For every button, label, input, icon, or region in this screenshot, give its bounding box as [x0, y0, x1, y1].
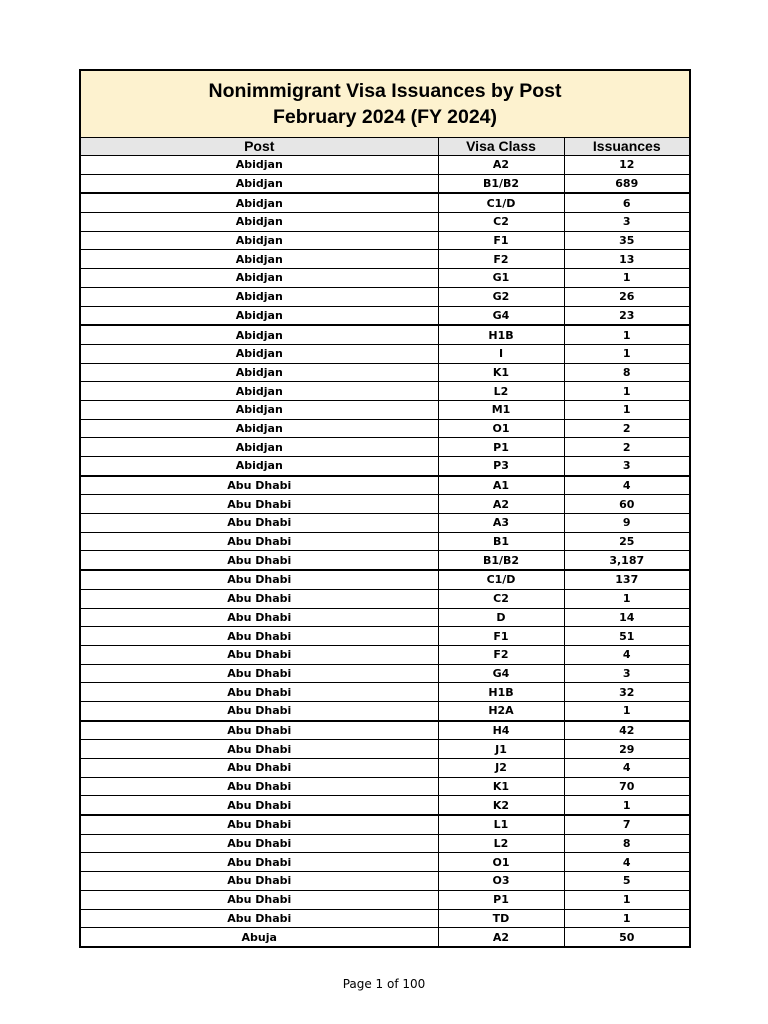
cell-visa-class: H2A — [438, 701, 564, 720]
table-row — [80, 363, 690, 382]
cell-post: Abidjan — [80, 419, 438, 438]
cell-issuances: 9 — [564, 514, 690, 533]
cell-issuances: 689 — [564, 174, 690, 193]
table-row — [80, 476, 690, 495]
table-row — [80, 872, 690, 891]
table-title — [80, 70, 690, 138]
cell-issuances: 3 — [564, 664, 690, 683]
title-line-2: February 2024 (FY 2024) — [272, 106, 497, 128]
cell-visa-class: J1 — [438, 740, 564, 759]
cell-visa-class: A1 — [438, 476, 564, 495]
table-row — [80, 551, 690, 570]
cell-post: Abu Dhabi — [80, 532, 438, 551]
table-row — [80, 382, 690, 401]
table-row — [80, 740, 690, 759]
cell-visa-class: B1/B2 — [438, 174, 564, 193]
cell-post: Abu Dhabi — [80, 872, 438, 891]
cell-post: Abu Dhabi — [80, 740, 438, 759]
cell-post: Abidjan — [80, 287, 438, 306]
cell-visa-class: K1 — [438, 363, 564, 382]
cell-post: Abu Dhabi — [80, 815, 438, 834]
cell-visa-class: F2 — [438, 250, 564, 269]
table-row — [80, 269, 690, 288]
table-row — [80, 306, 690, 325]
cell-issuances: 7 — [564, 815, 690, 834]
cell-post: Abu Dhabi — [80, 834, 438, 853]
cell-issuances: 1 — [564, 890, 690, 909]
cell-post: Abidjan — [80, 213, 438, 232]
table-row — [80, 701, 690, 720]
cell-issuances: 1 — [564, 344, 690, 363]
cell-visa-class: C2 — [438, 589, 564, 608]
cell-visa-class: C1/D — [438, 193, 564, 212]
cell-post: Abu Dhabi — [80, 853, 438, 872]
cell-issuances: 51 — [564, 627, 690, 646]
cell-issuances: 1 — [564, 325, 690, 344]
cell-post: Abu Dhabi — [80, 890, 438, 909]
cell-post: Abidjan — [80, 269, 438, 288]
cell-post: Abu Dhabi — [80, 495, 438, 514]
cell-visa-class: B1/B2 — [438, 551, 564, 570]
cell-post: Abu Dhabi — [80, 589, 438, 608]
cell-post: Abidjan — [80, 325, 438, 344]
cell-visa-class: H1B — [438, 325, 564, 344]
cell-post: Abu Dhabi — [80, 608, 438, 627]
table-row — [80, 156, 690, 175]
cell-issuances: 8 — [564, 834, 690, 853]
cell-visa-class: M1 — [438, 400, 564, 419]
cell-issuances: 1 — [564, 909, 690, 928]
cell-post: Abidjan — [80, 306, 438, 325]
cell-visa-class: G4 — [438, 664, 564, 683]
cell-visa-class: A2 — [438, 495, 564, 514]
cell-post: Abu Dhabi — [80, 476, 438, 495]
cell-visa-class: O1 — [438, 419, 564, 438]
visa-issuances-table — [79, 69, 691, 948]
table-row — [80, 495, 690, 514]
table-row — [80, 815, 690, 834]
cell-visa-class: L2 — [438, 382, 564, 401]
table-row — [80, 909, 690, 928]
cell-issuances: 13 — [564, 250, 690, 269]
table-row — [80, 287, 690, 306]
cell-issuances: 29 — [564, 740, 690, 759]
cell-post: Abidjan — [80, 174, 438, 193]
cell-issuances: 1 — [564, 382, 690, 401]
cell-visa-class: A2 — [438, 156, 564, 175]
table-row — [80, 664, 690, 683]
cell-post: Abu Dhabi — [80, 551, 438, 570]
cell-issuances: 137 — [564, 570, 690, 589]
cell-issuances: 35 — [564, 231, 690, 250]
cell-visa-class: P1 — [438, 890, 564, 909]
column-header-row — [80, 138, 690, 156]
cell-post: Abu Dhabi — [80, 514, 438, 533]
cell-issuances: 3,187 — [564, 551, 690, 570]
cell-post: Abidjan — [80, 193, 438, 212]
table-row — [80, 174, 690, 193]
table-row — [80, 325, 690, 344]
cell-visa-class: K2 — [438, 796, 564, 815]
table-row — [80, 231, 690, 250]
cell-issuances: 14 — [564, 608, 690, 627]
table-row — [80, 928, 690, 947]
table-row — [80, 250, 690, 269]
table-row — [80, 853, 690, 872]
cell-issuances: 1 — [564, 589, 690, 608]
cell-post: Abidjan — [80, 363, 438, 382]
cell-post: Abu Dhabi — [80, 683, 438, 702]
table-row — [80, 777, 690, 796]
cell-issuances: 1 — [564, 796, 690, 815]
cell-issuances: 8 — [564, 363, 690, 382]
page-number: Page 1 of 100 — [342, 977, 426, 991]
cell-issuances: 3 — [564, 457, 690, 476]
cell-post: Abu Dhabi — [80, 759, 438, 778]
table-row — [80, 759, 690, 778]
table-row — [80, 834, 690, 853]
table-row — [80, 589, 690, 608]
table-row — [80, 608, 690, 627]
column-header-post: Post — [80, 138, 438, 156]
cell-issuances: 2 — [564, 419, 690, 438]
table-row — [80, 796, 690, 815]
cell-issuances: 42 — [564, 721, 690, 740]
cell-visa-class: C1/D — [438, 570, 564, 589]
table-row — [80, 890, 690, 909]
table-row — [80, 645, 690, 664]
column-header-issuances: Issuances — [564, 138, 690, 156]
cell-post: Abu Dhabi — [80, 909, 438, 928]
cell-issuances: 6 — [564, 193, 690, 212]
cell-post: Abidjan — [80, 344, 438, 363]
cell-post: Abu Dhabi — [80, 721, 438, 740]
cell-issuances: 25 — [564, 532, 690, 551]
cell-post: Abidjan — [80, 250, 438, 269]
cell-issuances: 4 — [564, 759, 690, 778]
cell-post: Abu Dhabi — [80, 701, 438, 720]
cell-post: Abu Dhabi — [80, 777, 438, 796]
cell-visa-class: TD — [438, 909, 564, 928]
table-row — [80, 683, 690, 702]
cell-visa-class: A3 — [438, 514, 564, 533]
cell-visa-class: G2 — [438, 287, 564, 306]
cell-issuances: 4 — [564, 853, 690, 872]
cell-visa-class: D — [438, 608, 564, 627]
cell-visa-class: G4 — [438, 306, 564, 325]
cell-visa-class: P3 — [438, 457, 564, 476]
cell-visa-class: H4 — [438, 721, 564, 740]
cell-visa-class: H1B — [438, 683, 564, 702]
table-row — [80, 457, 690, 476]
cell-post: Abu Dhabi — [80, 570, 438, 589]
title-line-1: Nonimmigrant Visa Issuances by Post — [208, 80, 562, 102]
cell-issuances: 32 — [564, 683, 690, 702]
cell-visa-class: F1 — [438, 231, 564, 250]
cell-visa-class: P1 — [438, 438, 564, 457]
table-row — [80, 419, 690, 438]
cell-visa-class: O1 — [438, 853, 564, 872]
cell-visa-class: B1 — [438, 532, 564, 551]
cell-issuances: 1 — [564, 269, 690, 288]
cell-issuances: 3 — [564, 213, 690, 232]
cell-issuances: 70 — [564, 777, 690, 796]
table-row — [80, 570, 690, 589]
cell-issuances: 50 — [564, 928, 690, 947]
cell-issuances: 26 — [564, 287, 690, 306]
cell-post: Abidjan — [80, 382, 438, 401]
cell-visa-class: J2 — [438, 759, 564, 778]
table-row — [80, 193, 690, 212]
cell-post: Abuja — [80, 928, 438, 947]
cell-post: Abu Dhabi — [80, 796, 438, 815]
cell-post: Abu Dhabi — [80, 627, 438, 646]
cell-visa-class: K1 — [438, 777, 564, 796]
cell-post: Abidjan — [80, 438, 438, 457]
table-row — [80, 514, 690, 533]
cell-visa-class: A2 — [438, 928, 564, 947]
cell-post: Abu Dhabi — [80, 664, 438, 683]
cell-visa-class: I — [438, 344, 564, 363]
cell-issuances: 1 — [564, 400, 690, 419]
cell-post: Abidjan — [80, 457, 438, 476]
table-row — [80, 344, 690, 363]
table-row — [80, 721, 690, 740]
table-row — [80, 213, 690, 232]
cell-post: Abidjan — [80, 400, 438, 419]
cell-visa-class: G1 — [438, 269, 564, 288]
table-row — [80, 532, 690, 551]
cell-issuances: 5 — [564, 872, 690, 891]
table-row — [80, 627, 690, 646]
cell-post: Abidjan — [80, 231, 438, 250]
cell-issuances: 60 — [564, 495, 690, 514]
cell-visa-class: O3 — [438, 872, 564, 891]
cell-visa-class: L1 — [438, 815, 564, 834]
cell-issuances: 12 — [564, 156, 690, 175]
cell-visa-class: F1 — [438, 627, 564, 646]
cell-visa-class: C2 — [438, 213, 564, 232]
cell-issuances: 23 — [564, 306, 690, 325]
table-body — [80, 156, 690, 947]
cell-issuances: 1 — [564, 701, 690, 720]
cell-issuances: 4 — [564, 476, 690, 495]
table-row — [80, 400, 690, 419]
title-row — [80, 70, 690, 138]
cell-post: Abidjan — [80, 156, 438, 175]
cell-post: Abu Dhabi — [80, 645, 438, 664]
column-header-visa-class: Visa Class — [438, 138, 564, 156]
cell-issuances: 2 — [564, 438, 690, 457]
cell-visa-class: L2 — [438, 834, 564, 853]
cell-visa-class: F2 — [438, 645, 564, 664]
table-row — [80, 438, 690, 457]
cell-issuances: 4 — [564, 645, 690, 664]
